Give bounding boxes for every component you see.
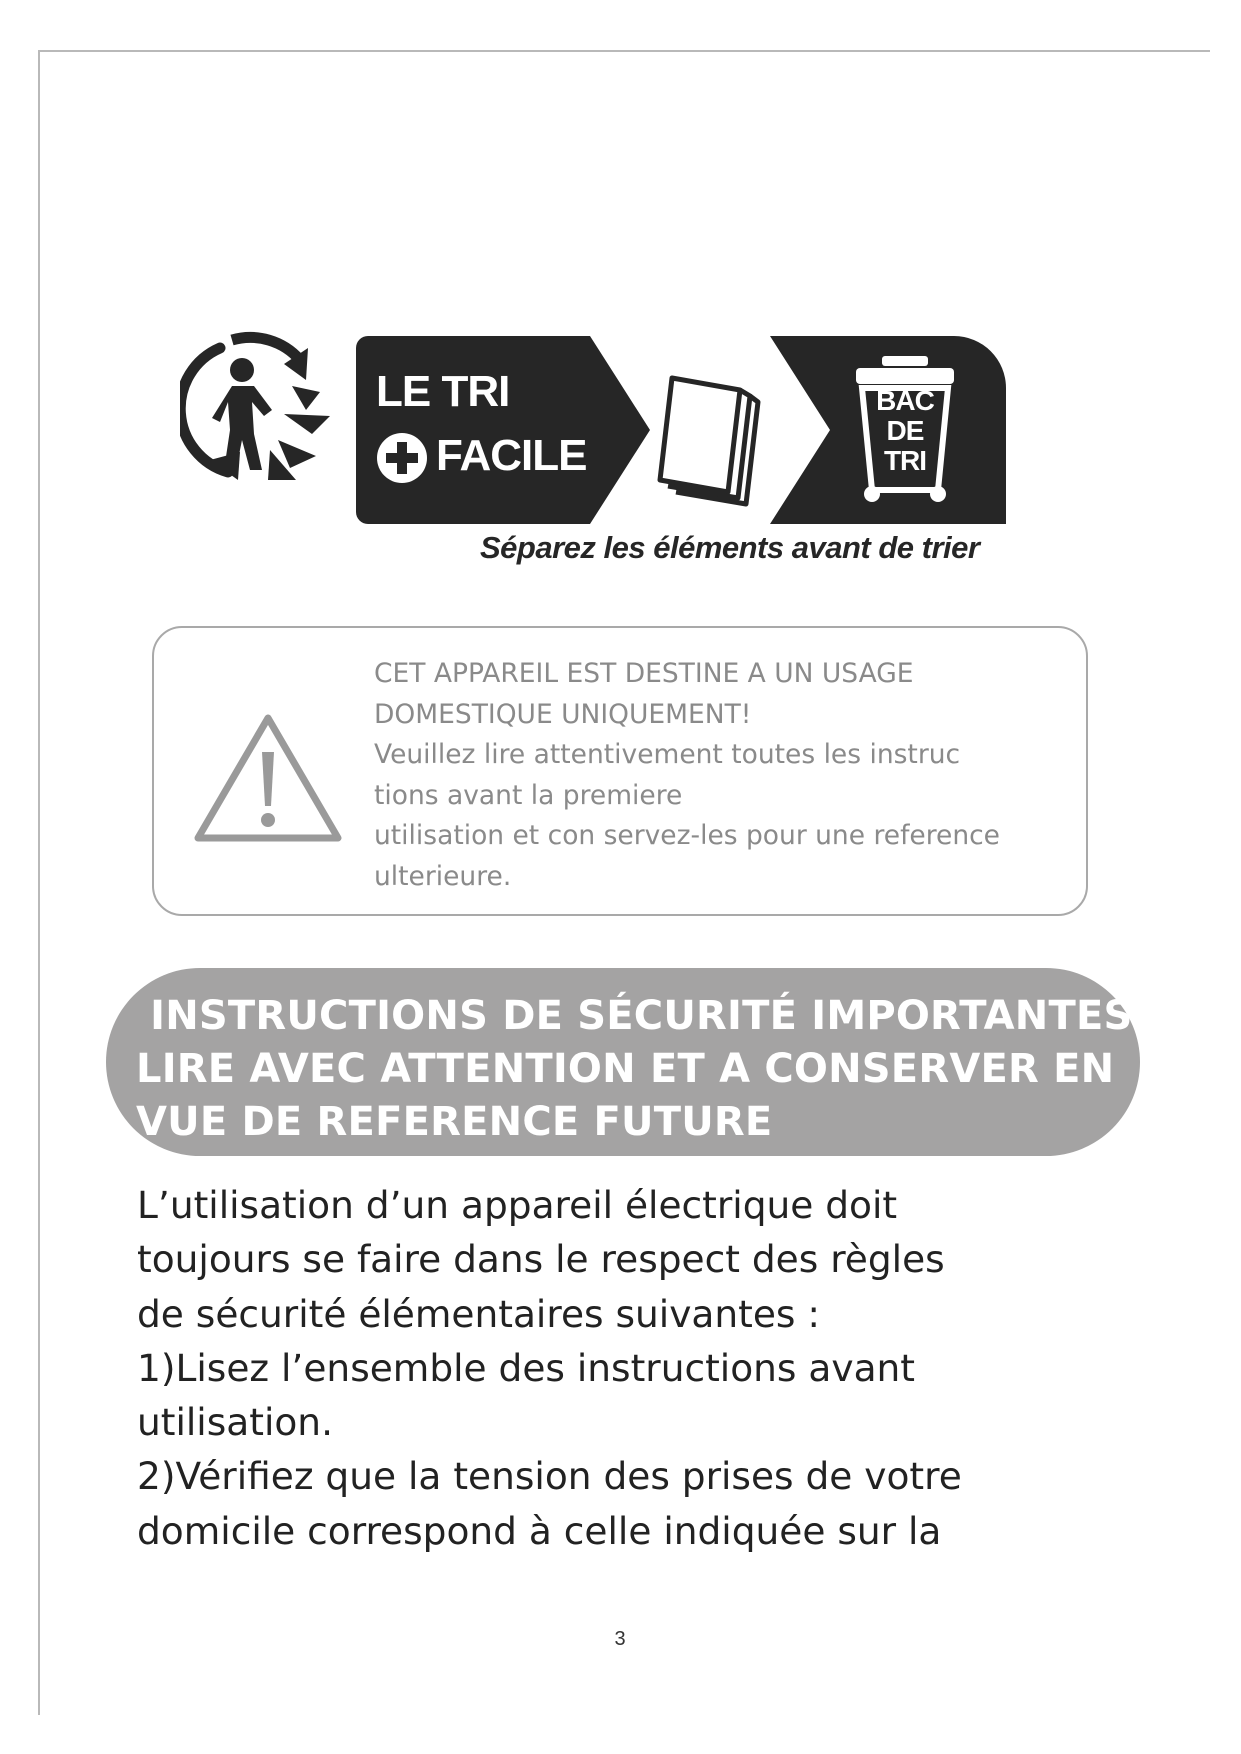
section-title-line: VUE DE REFERENCE FUTURE <box>136 1099 773 1145</box>
paper-arrow-icon <box>590 336 840 524</box>
section-title-line: LIRE AVEC ATTENTION ET A CONSERVER EN <box>136 1046 1115 1092</box>
page-border-left <box>38 50 40 1715</box>
body-line: domicile correspond à celle indiquée sur la <box>137 1508 942 1553</box>
warning-line: DOMESTIQUE UNIQUEMENT! <box>374 698 752 730</box>
body-line: utilisation. <box>137 1400 333 1445</box>
body-line: L’utilisation d’un appareil électrique doit <box>137 1183 898 1227</box>
section-title-line: INSTRUCTIONS DE SÉCURITÉ IMPORTANTES <box>136 993 1133 1039</box>
page-number: 3 <box>614 1628 626 1650</box>
warning-line: ulterieure. <box>374 860 512 892</box>
triman-caption: Séparez les éléments avant de trier <box>480 530 980 565</box>
warning-text <box>374 654 1074 897</box>
warning-line: CET APPAREIL EST DESTINE A UN USAGE <box>374 658 914 689</box>
body-line: de sécurité élémentaires suivantes : <box>137 1291 821 1336</box>
plus-circle-icon <box>376 432 428 484</box>
warning-line: Veuillez lire attentivement toutes les instruc <box>374 739 961 770</box>
warning-line: utilisation et con servez-les pour une reference <box>374 820 1000 851</box>
body-text <box>137 1178 1137 1558</box>
triman-logo <box>180 330 1010 590</box>
body-line: toujours se faire dans le respect des règles <box>137 1237 945 1282</box>
triman-line1: LE TRI <box>376 367 510 416</box>
warning-box <box>152 626 1088 916</box>
warning-line: tions avant la premiere <box>374 779 683 811</box>
bin-line: DE <box>886 415 924 446</box>
section-title <box>136 990 1136 1149</box>
bin-line: TRI <box>883 445 927 476</box>
body-line: 2)Vérifiez que la tension des prises de votre <box>137 1454 962 1499</box>
warning-triangle-icon <box>192 710 344 846</box>
page-border-top <box>38 50 1210 52</box>
bin-line: BAC <box>876 385 934 416</box>
triman-recycling-icon <box>180 330 340 490</box>
triman-line2: FACILE <box>436 431 587 480</box>
bin-label <box>852 386 958 476</box>
section-title-banner <box>106 968 1140 1156</box>
body-line: 1)Lisez l’ensemble des instructions avant <box>137 1345 916 1390</box>
